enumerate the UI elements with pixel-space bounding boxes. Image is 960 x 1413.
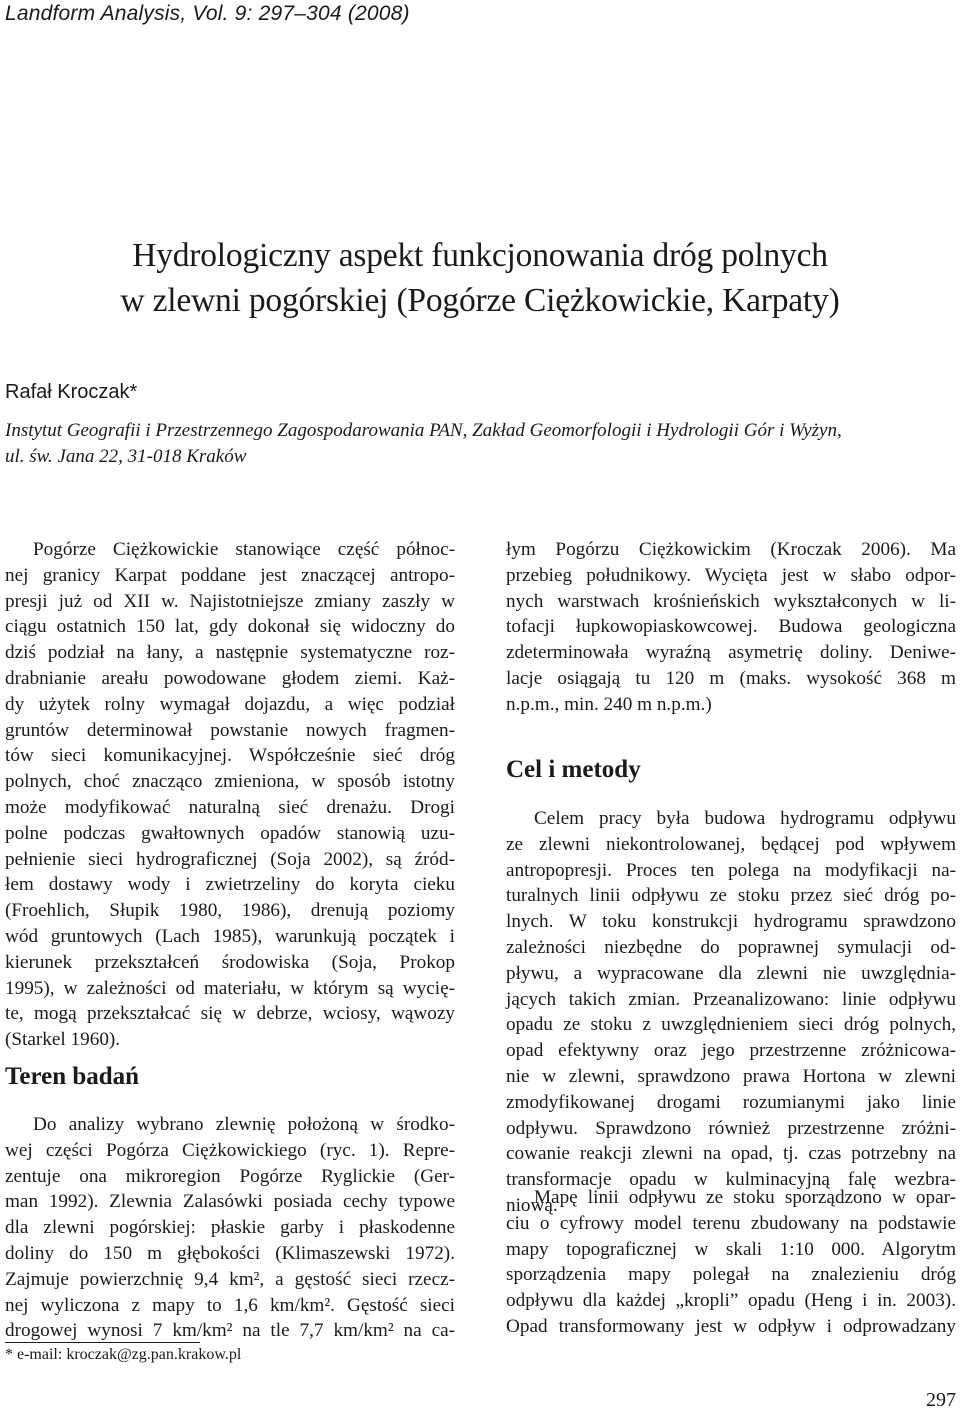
text-line: wej części Pogórza Ciężkowickiego (ryc. 1). Repre- [5, 1139, 455, 1161]
footnote-rule [5, 1342, 200, 1343]
text-line: łym Pogórzu Ciężkowickim (Kroczak 2006). Ma [506, 539, 956, 560]
text-line: opad efektywny oraz jego przestrzenne zróżnicowa- [506, 1040, 956, 1062]
affiliation-line: Instytut Geografii i Przestrzennego Zagospodarowania PAN, Zakład Geomorfologii i Hydrologii Gór i Wyżyn, [5, 420, 842, 441]
text-line: sporządzenia mapy polegał na znalezieniu dróg [506, 1264, 956, 1286]
text-line: dziś podział na łany, a następnie systematyczne roz- [5, 642, 455, 664]
text-line: dla zlewni pogórskiej: płaskie garby i płaskodenne [5, 1217, 455, 1239]
text-line: zdeterminowała wyraźną asymetrię doliny. Deniwe- [506, 642, 956, 664]
text-line: tów sieci komunikacyjnej. Współcześnie sieć dróg [5, 745, 455, 767]
text-line: wód gruntowych (Lach 1985), warunkują początek i [5, 925, 455, 947]
section-heading-study-area: Teren badań [5, 1063, 140, 1090]
text-line: ciu o cyfrowy model terenu zbudowany na podstawie [506, 1212, 956, 1234]
text-line: nej wyliczona z mapy to 1,6 km/km². Gęstość sieci [5, 1294, 455, 1316]
text-line: polne podczas gwałtownych opadów stanowią uzu- [5, 822, 455, 844]
page-number: 297 [926, 1389, 956, 1411]
text-line: dy użytek rolny wymagał dojazdu, a więc podział [5, 693, 455, 715]
text-line: opadu ze stoku z uwzględnieniem sieci dróg polnych, [506, 1014, 956, 1036]
aims-methods-paragraph-2 [506, 1185, 956, 1340]
text-line: łem dostawy wody i zwietrzeliny do koryta cieku [5, 874, 455, 896]
text-line: zentuje ona mikroregion Pogórze Ryglickie (Ger- [5, 1165, 455, 1187]
text-line: zmodyfikowanej drogami rozumianymi jako linie [506, 1091, 956, 1113]
text-line: Celem pracy była budowa hydrogramu odpływu [534, 808, 956, 829]
text-line: n.p.m., min. 240 m n.p.m.) [506, 693, 712, 715]
text-line: tofacji łupkowopiaskowcowej. Budowa geologiczna [506, 616, 956, 638]
running-head: Landform Analysis, Vol. 9: 297–304 (2008) [5, 2, 410, 25]
text-line: przebieg południkowy. Wycięta jest w słabo odpor- [506, 564, 956, 586]
text-line: 1995), w zależności od materiału, w którym są wycię- [5, 977, 455, 999]
aims-methods-paragraph-1 [506, 806, 956, 1219]
title-line: w zlewni pogórskiej (Pogórze Ciężkowickie, Karpaty) [120, 282, 840, 319]
study-area-paragraph-continued [506, 537, 956, 718]
footnote: * e-mail: kroczak@zg.pan.krakow.pl [5, 1346, 242, 1363]
text-line: ciągu ostatnich 150 lat, gdy dokonał się widoczny do [5, 616, 455, 638]
text-line: Opad transformowany jest w odpływ i odprowadzany [506, 1315, 956, 1337]
text-line: te, mogą przekształcać się w debrze, wciosy, wąwozy [5, 1003, 455, 1025]
text-line: Do analizy wybrano zlewnię położoną w środko- [33, 1114, 455, 1135]
text-line: może modyfikować naturalną sieć drenażu. Drogi [5, 796, 455, 818]
study-area-paragraph [5, 1112, 455, 1344]
text-line: pływu, a wypracowane dla zlewni nie uwzględnia- [506, 962, 956, 984]
text-line: lacje osiągają tu 120 m (maks. wysokość 368 m [506, 667, 956, 689]
text-line: lnych. W toku konstrukcji hydrogramu sprawdzono [506, 911, 956, 933]
text-line: Pogórze Ciężkowickie stanowiące część północ- [33, 539, 455, 560]
article-title [0, 233, 960, 323]
text-line: cowanie reakcji zlewni na opad, tj. czas potrzebny na [506, 1143, 956, 1165]
text-line: drabnianie areału powodowane głodem ziemi. Każ- [5, 667, 455, 689]
text-line: gruntów determinował powstanie nowych fragmen- [5, 719, 455, 741]
text-line: niową. [506, 1194, 558, 1216]
title-line: Hydrologiczny aspekt funkcjonowania dróg polnych [132, 237, 828, 274]
intro-paragraph [5, 537, 455, 1053]
section-heading-aims-methods: Cel i metody [506, 756, 641, 783]
text-line: nej granicy Karpat poddane jest znaczącej antropo- [5, 564, 455, 586]
text-line: kierunek przekształceń środowiska (Soja, Prokop [5, 951, 455, 973]
text-line: nie w zlewni, sprawdzono prawa Hortona w zlewni [506, 1065, 956, 1087]
text-line: Zajmuje powierzchnię 9,4 km², a gęstość sieci rzecz- [5, 1268, 455, 1290]
text-line: (Froehlich, Słupik 1980, 1986), drenują poziomy [5, 900, 455, 922]
text-line: doliny do 150 m głębokości (Klimaszewski 1972). [5, 1242, 455, 1264]
text-line: drogowej wynosi 7 km/km² na tle 7,7 km/km² na ca- [5, 1320, 455, 1342]
text-line: man 1992). Zlewnia Zalasówki posiada cechy typowe [5, 1191, 455, 1213]
text-line: pełnienie sieci hydrograficznej (Soja 2002), są źród- [5, 848, 455, 870]
author-name: Rafał Kroczak* [5, 381, 138, 403]
text-line: (Starkel 1960). [5, 1029, 121, 1051]
text-line: presji już od XII w. Najistotniejsze zmiany zaszły w [5, 590, 455, 612]
text-line: polnych, choć znacząco zmieniona, w sposób istotny [5, 771, 455, 793]
text-line: nych warstwach krośnieńskich wykształconych w li- [506, 590, 956, 612]
text-line: zależności niezbędne do poprawnej symulacji od- [506, 936, 956, 958]
text-line: odpływu. Sprawdzono również przestrzenne zróżni- [506, 1117, 956, 1139]
text-line: jących takich zmian. Przeanalizowano: linie odpływu [506, 988, 956, 1010]
text-line: odpływu dla każdej „kropli” opadu (Heng i in. 2003). [506, 1290, 956, 1312]
text-line: transformacje opadu w kulminacyjną falę wezbra- [506, 1169, 956, 1191]
text-line: Mapę linii odpływu ze stoku sporządzono w opar- [534, 1187, 956, 1208]
affiliation-line: ul. św. Jana 22, 31-018 Kraków [5, 446, 247, 467]
text-line: antropopresji. Proces ten polega na modyfikacji na- [506, 859, 956, 881]
text-line: mapy topograficznej w skali 1:10 000. Algorytm [506, 1238, 956, 1260]
author-affiliation [5, 418, 950, 470]
text-line: ze zlewni niekontrolowanej, będącej pod wpływem [506, 833, 956, 855]
text-line: turalnych linii odpływu ze stoku przez sieć dróg po- [506, 885, 956, 907]
